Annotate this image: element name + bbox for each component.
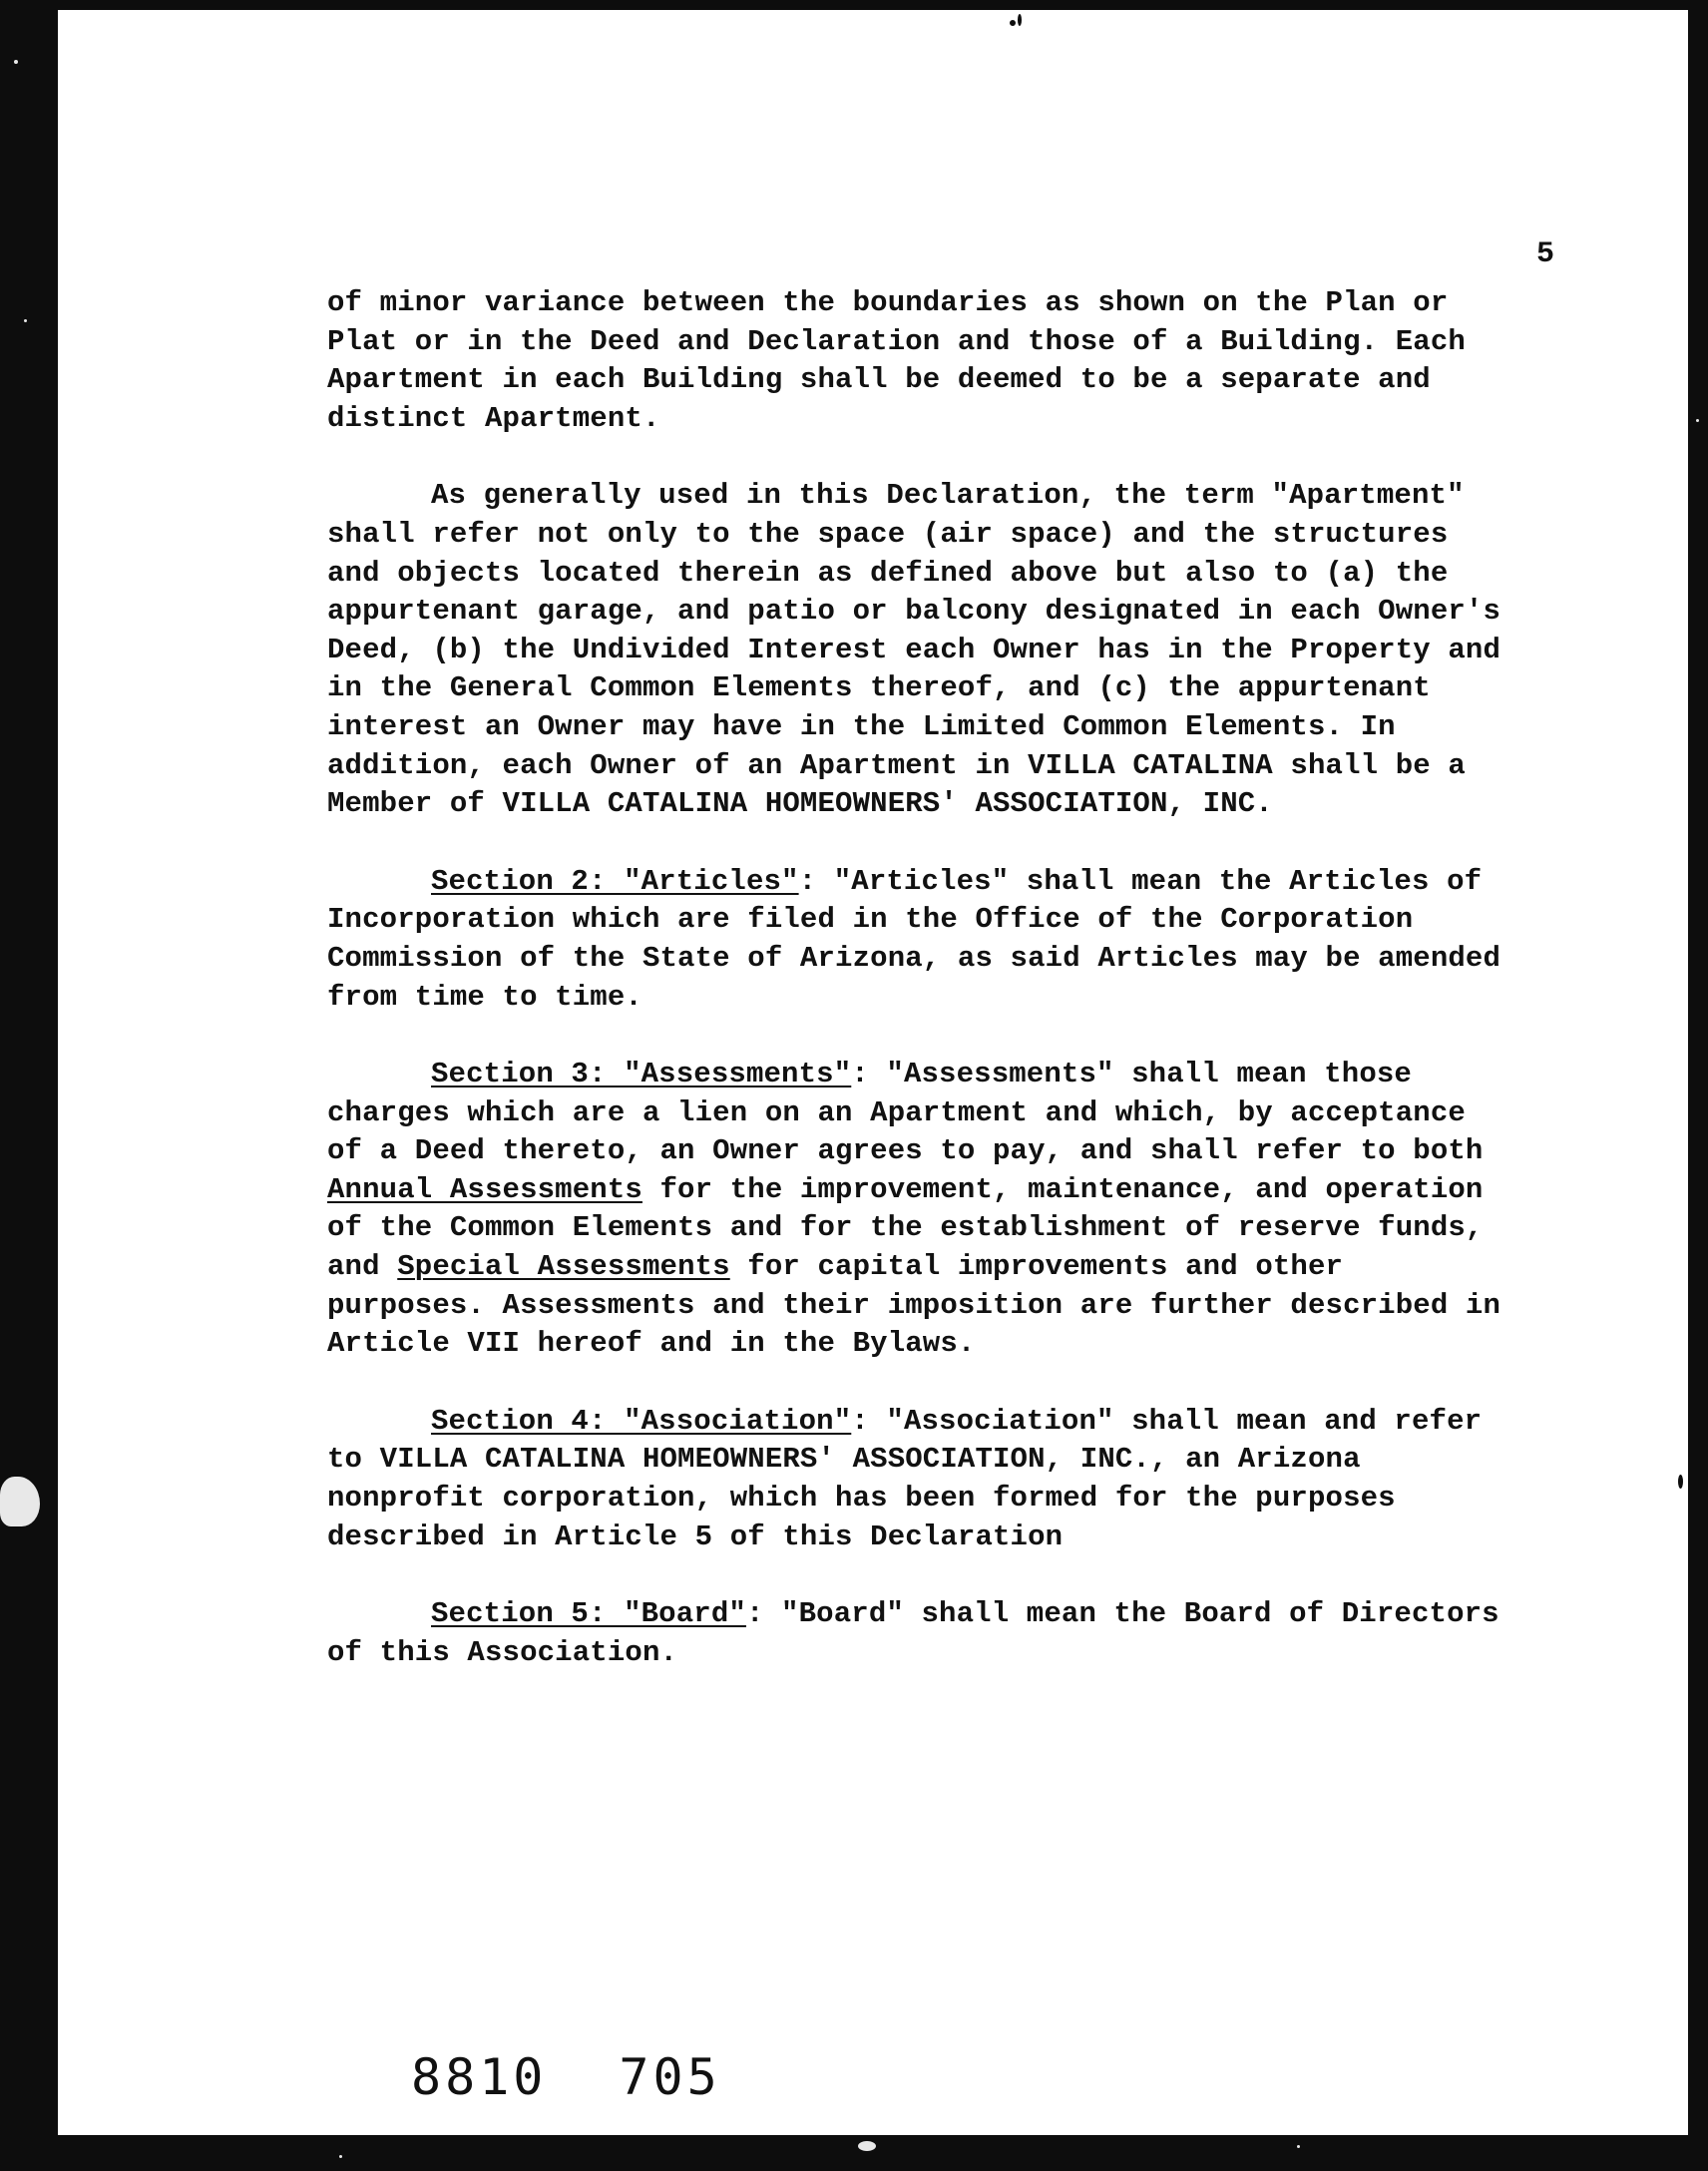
section-2-articles [327, 863, 1504, 1017]
scan-speck [1297, 2145, 1300, 2148]
scan-speck [1696, 419, 1699, 422]
section-3-assessments [327, 1056, 1504, 1364]
scan-speck [24, 319, 27, 322]
footer-code-book: 8810 [411, 2048, 548, 2106]
section-5-board [327, 1595, 1504, 1672]
scan-speck [339, 2155, 342, 2158]
paragraph-apartment-definition: As generally used in this Declaration, the term "Apartment" shall refer not only to the space (air space) and the structures and objects located therein as defined above but also to (a) the appurtenant garage, and patio or balcony designated in each Owner's Deed, (b) the Undivided Interest each Owner has in the Property and in the General Common Elements thereof, and (c) the appurtenant interest an Owner may have in the Limited Common Elements. In addition, each Owner of an Apartment in VILLA CATALINA shall be a Member of VILLA CATALINA HOMEOWNERS' ASSOCIATION, INC. [327, 479, 1501, 821]
section-3-text-3: for capital improvements and other purposes. Assessments and their imposition are further described in Article VII hereof and in the Bylaws. [327, 1250, 1501, 1361]
section-2-text: : "Articles" shall mean the Articles of Incorporation which are filed in the Office of the Corporation Commission of the State of Arizona, as said Articles may be amended from time to time. [327, 864, 1501, 1014]
scan-speck [858, 2141, 876, 2151]
scan-speck [1018, 14, 1022, 26]
footer-document-codes [411, 2048, 793, 2106]
annual-assessments-term: Annual Assessments [327, 1172, 642, 1206]
section-4-association [327, 1403, 1504, 1556]
document-body [327, 284, 1504, 1711]
section-2-heading: Section 2: "Articles" [431, 864, 799, 898]
scan-speck [1010, 20, 1016, 26]
section-5-text: : "Board" shall mean the Board of Directors of this Association. [327, 1597, 1499, 1669]
section-3-text-1: : "Assessments" shall mean those charges which are a lien on an Apartment and which, by acceptance of a Deed thereto, an Owner agrees to pay, and shall refer to both [327, 1058, 1484, 1168]
scan-speck [14, 60, 18, 64]
footer-code-page: 705 [619, 2048, 721, 2106]
section-4-text: : "Association" shall mean and refer to VILLA CATALINA HOMEOWNERS' ASSOCIATION, INC., an Arizona nonprofit corporation, which has been formed for the purposes described in Article 5 of this Declaration [327, 1404, 1483, 1553]
section-5-heading: Section 5: "Board" [431, 1597, 746, 1631]
section-3-text-2: for the improvement, maintenance, and operation of the Common Elements and for the establishment of reserve funds, and [327, 1172, 1484, 1284]
section-3-heading: Section 3: "Assessments" [431, 1058, 852, 1091]
scan-speck [0, 1477, 40, 1526]
scan-speck [1678, 1475, 1683, 1489]
special-assessments-term: Special Assessments [397, 1250, 730, 1284]
paragraph-boundaries: of minor variance between the boundaries as shown on the Plan or Plat or in the Deed and Declaration and those of a Building. Each Apartment in each Building shall be deemed to be a separate and distinct Apartment. [327, 286, 1466, 435]
page-number: 5 [1536, 237, 1555, 271]
section-4-heading: Section 4: "Association" [431, 1404, 852, 1438]
